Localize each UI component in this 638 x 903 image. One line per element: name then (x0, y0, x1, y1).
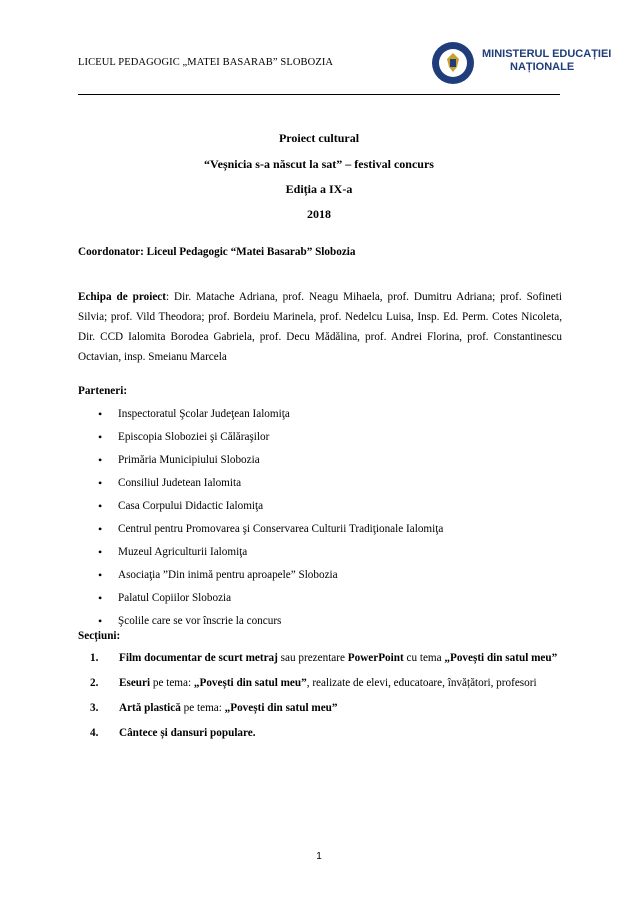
section-text: pe tema: (180, 702, 225, 714)
year: 2018 (307, 207, 331, 221)
list-item: • Casa Corpului Didactic Ialomiţa (78, 496, 443, 519)
section-theme: „Povești din satul meu” (224, 702, 338, 714)
section-title: Eseuri (119, 677, 151, 689)
list-item: • Consiliul Judetean Ialomita (78, 473, 443, 496)
sections-heading: Secțiuni: (78, 630, 121, 642)
item-number: 3. (90, 702, 99, 714)
list-item: • Primăria Municipiului Slobozia (78, 450, 443, 473)
partners-heading: Parteneri: (78, 385, 128, 397)
list-item (78, 698, 562, 718)
ministry-name-line1: MINISTERUL EDUCAȚIEI (482, 48, 612, 60)
team-members: : Dir. Matache Adriana, prof. Neagu Mihaela, prof. Dumitru Adriana; prof. Sofineti Silvia; prof. Vild Theodora; prof. Bordeiu Marinela, prof. Nedelcu Luisa, Insp. Ed. Perm. Cotes Nicoleta, Dir. CCD Ialomita Borodea Gabriela, prof. Decu Mădălina, prof. Andrei Florina, prof. Constantinescu Octavian, insp. Smeianu Marcela (78, 291, 562, 363)
item-number: 4. (90, 727, 99, 739)
section-title: Film documentar de scurt metraj (119, 652, 278, 664)
section-theme: „Povești din satul meu” (444, 652, 558, 664)
list-item: • Episcopia Sloboziei şi Călăraşilor (78, 427, 443, 450)
partners-list (78, 404, 443, 634)
section-emphasis: PowerPoint (347, 652, 404, 664)
item-number: 1. (90, 652, 99, 664)
government-seal-icon (426, 40, 480, 86)
section-text: sau prezentare (277, 652, 348, 664)
list-item: • Palatul Copiilor Slobozia (78, 588, 443, 611)
edition: Ediția a IX-a (285, 182, 353, 196)
section-text: , realizate de elevi, educatoare, învățători, profesori (306, 677, 537, 689)
coordinator: Coordonator: Liceul Pedagogic “Matei Basarab” Slobozia (78, 246, 356, 258)
ministry-name-line2: NAȚIONALE (510, 61, 575, 73)
section-title: Artă plastică (119, 702, 181, 714)
list-item: • Şcolile care se vor înscrie la concurs (78, 611, 443, 634)
section-text: pe tema: (150, 677, 194, 689)
project-title: Proiect cultural (278, 131, 360, 145)
page-number: 1 (316, 851, 322, 862)
list-item (78, 648, 562, 668)
section-theme: „Povești din satul meu” (193, 677, 307, 689)
school-header: LICEUL PEDAGOGIC „MATEI BASARAB” SLOBOZIA (78, 57, 334, 68)
list-item: • Centrul pentru Promovarea şi Conservarea Culturii Tradiţionale Ialomiţa (78, 519, 443, 542)
project-subtitle: “Veșnicia s-a născut la sat” – festival concurs (204, 157, 434, 171)
list-item (78, 723, 562, 743)
section-text: cu tema (403, 652, 445, 664)
team-label: Echipa de proiect (78, 291, 166, 303)
project-team (78, 287, 562, 367)
list-item: • Muzeul Agriculturii Ialomiţa (78, 542, 443, 565)
section-title: Cântece și dansuri populare. (119, 727, 256, 739)
list-item: • Asociaţia ”Din inimă pentru aproapele” Slobozia (78, 565, 443, 588)
sections-list (78, 648, 562, 748)
list-item: • Inspectoratul Şcolar Judeţean Ialomiţa (78, 404, 443, 427)
ministry-logo (426, 40, 612, 86)
list-item (78, 673, 562, 693)
header-divider (78, 94, 560, 95)
item-number: 2. (90, 677, 99, 689)
